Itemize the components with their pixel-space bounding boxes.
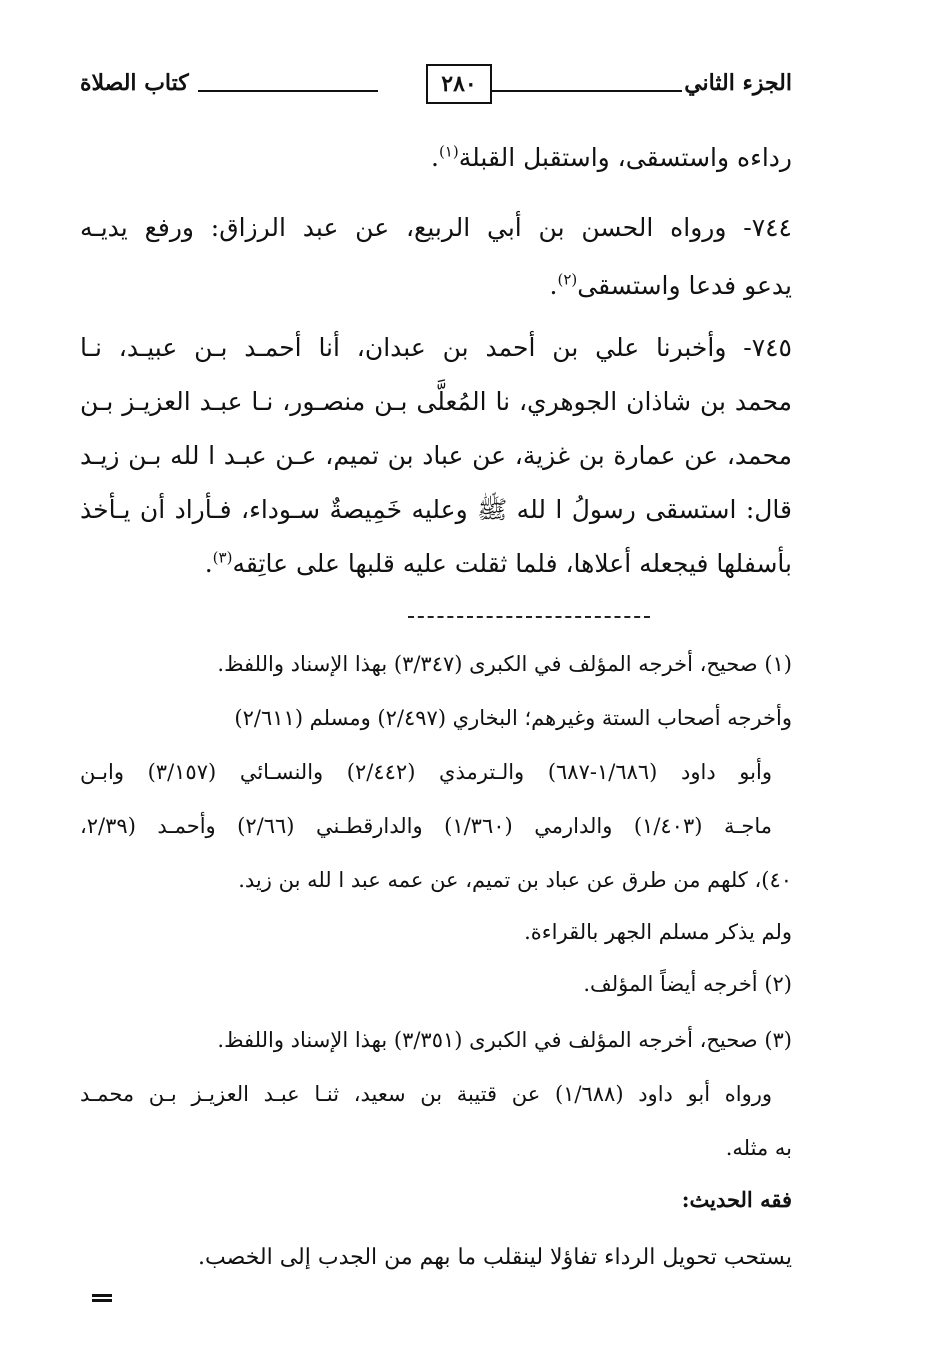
volume-title: الجزء الثاني [684,70,792,96]
text-line: محمد، عن عمارة بن غزية، عن عباد بن تميم، عـن عبـد ا لله بـن زيـد [80,441,792,470]
footnote-line: به مثله. [725,1136,792,1160]
header-rule-left [198,90,378,92]
text-line: قال: استسقى رسولُ ا لله ﷺ وعليه خَمِيصةٌ سـوداء، فـأراد أن يـأخذ [80,495,792,524]
footnote-3: (٣) صحيح، أخرجه المؤلف في الكبرى (٣/٣٥١) بهذا الإسناد واللفظ. [217,1028,792,1052]
footnote-line: وأخرجه أصحاب الستة وغيرهم؛ البخاري (٢/٤٩٧) ومسلم (٢/٦١١) [234,706,792,730]
footnote-line: ورواه أبو داود (١/٦٨٨) عن قتيبة بن سعيد، ثنـا عبـد العزيـز بـن محمـد [80,1082,773,1106]
page-header [80,62,792,116]
chapter-title: كتاب الصلاة [80,70,189,96]
footnote-ref: (١) [438,142,459,161]
footnote-ref: (٢) [557,270,578,289]
text-line: يدعو فدعا واستسقى$^{(٢)}$. [549,270,792,300]
footnote-separator [408,616,650,618]
text-line: محمد بن شاذان الجوهري، نا المُعلَّى بـن منصـور، نـا عبـد العزيـز بـن [80,387,792,416]
footnote-line: وأبو داود (١/٦٨٦-٦٨٧) والـترمذي (٢/٤٤٢) والنسـائي (٣/١٥٧) وابـن [80,760,772,784]
text-line: بأسفلها فيجعله أعلاها، فلما ثقلت عليه قلبها على عاتِقه$^{(٣)}$. [204,548,792,578]
end-mark [92,1294,112,1302]
footnote-2: (٢) أخرجه أيضاً المؤلف. [583,972,792,996]
footnote-ref: (٣) [212,548,233,567]
header-rule-right [492,90,682,92]
footnote-line: ماجـة (١/٤٠٣) والدارمي (١/٣٦٠) والدارقطـني (٢/٦٦) وأحمـد (٢/٣٩، [80,814,772,838]
footnote-1: (١) صحيح، أخرجه المؤلف في الكبرى (٣/٣٤٧) بهذا الإسناد واللفظ. [217,652,792,676]
page-number: ٢٨٠ [426,64,492,104]
text-line: رداءه واستسقى، واستقبل القبلة$^{(١)}$. [430,142,792,172]
text-line: ٧٤٥- وأخبرنا علي بن أحمد بن عبدان، أنا أحمـد بـن عبيـد، نـا [80,333,792,362]
footnote-line: ولم يذكر مسلم الجهر بالقراءة. [524,920,792,944]
footnote-line: ٤٠)، كلهم من طرق عن عباد بن تميم، عن عمه عبد ا لله بن زيد. [238,868,792,892]
text-line: ٧٤٤- ورواه الحسن بن أبي الربيع، عن عبد الرزاق: ورفع يديـه [80,213,792,242]
fiqh-text: يستحب تحويل الرداء تفاؤلا لينقلب ما بهم من الجدب إلى الخصب. [198,1245,792,1270]
fiqh-heading: فقه الحديث: [681,1187,792,1212]
